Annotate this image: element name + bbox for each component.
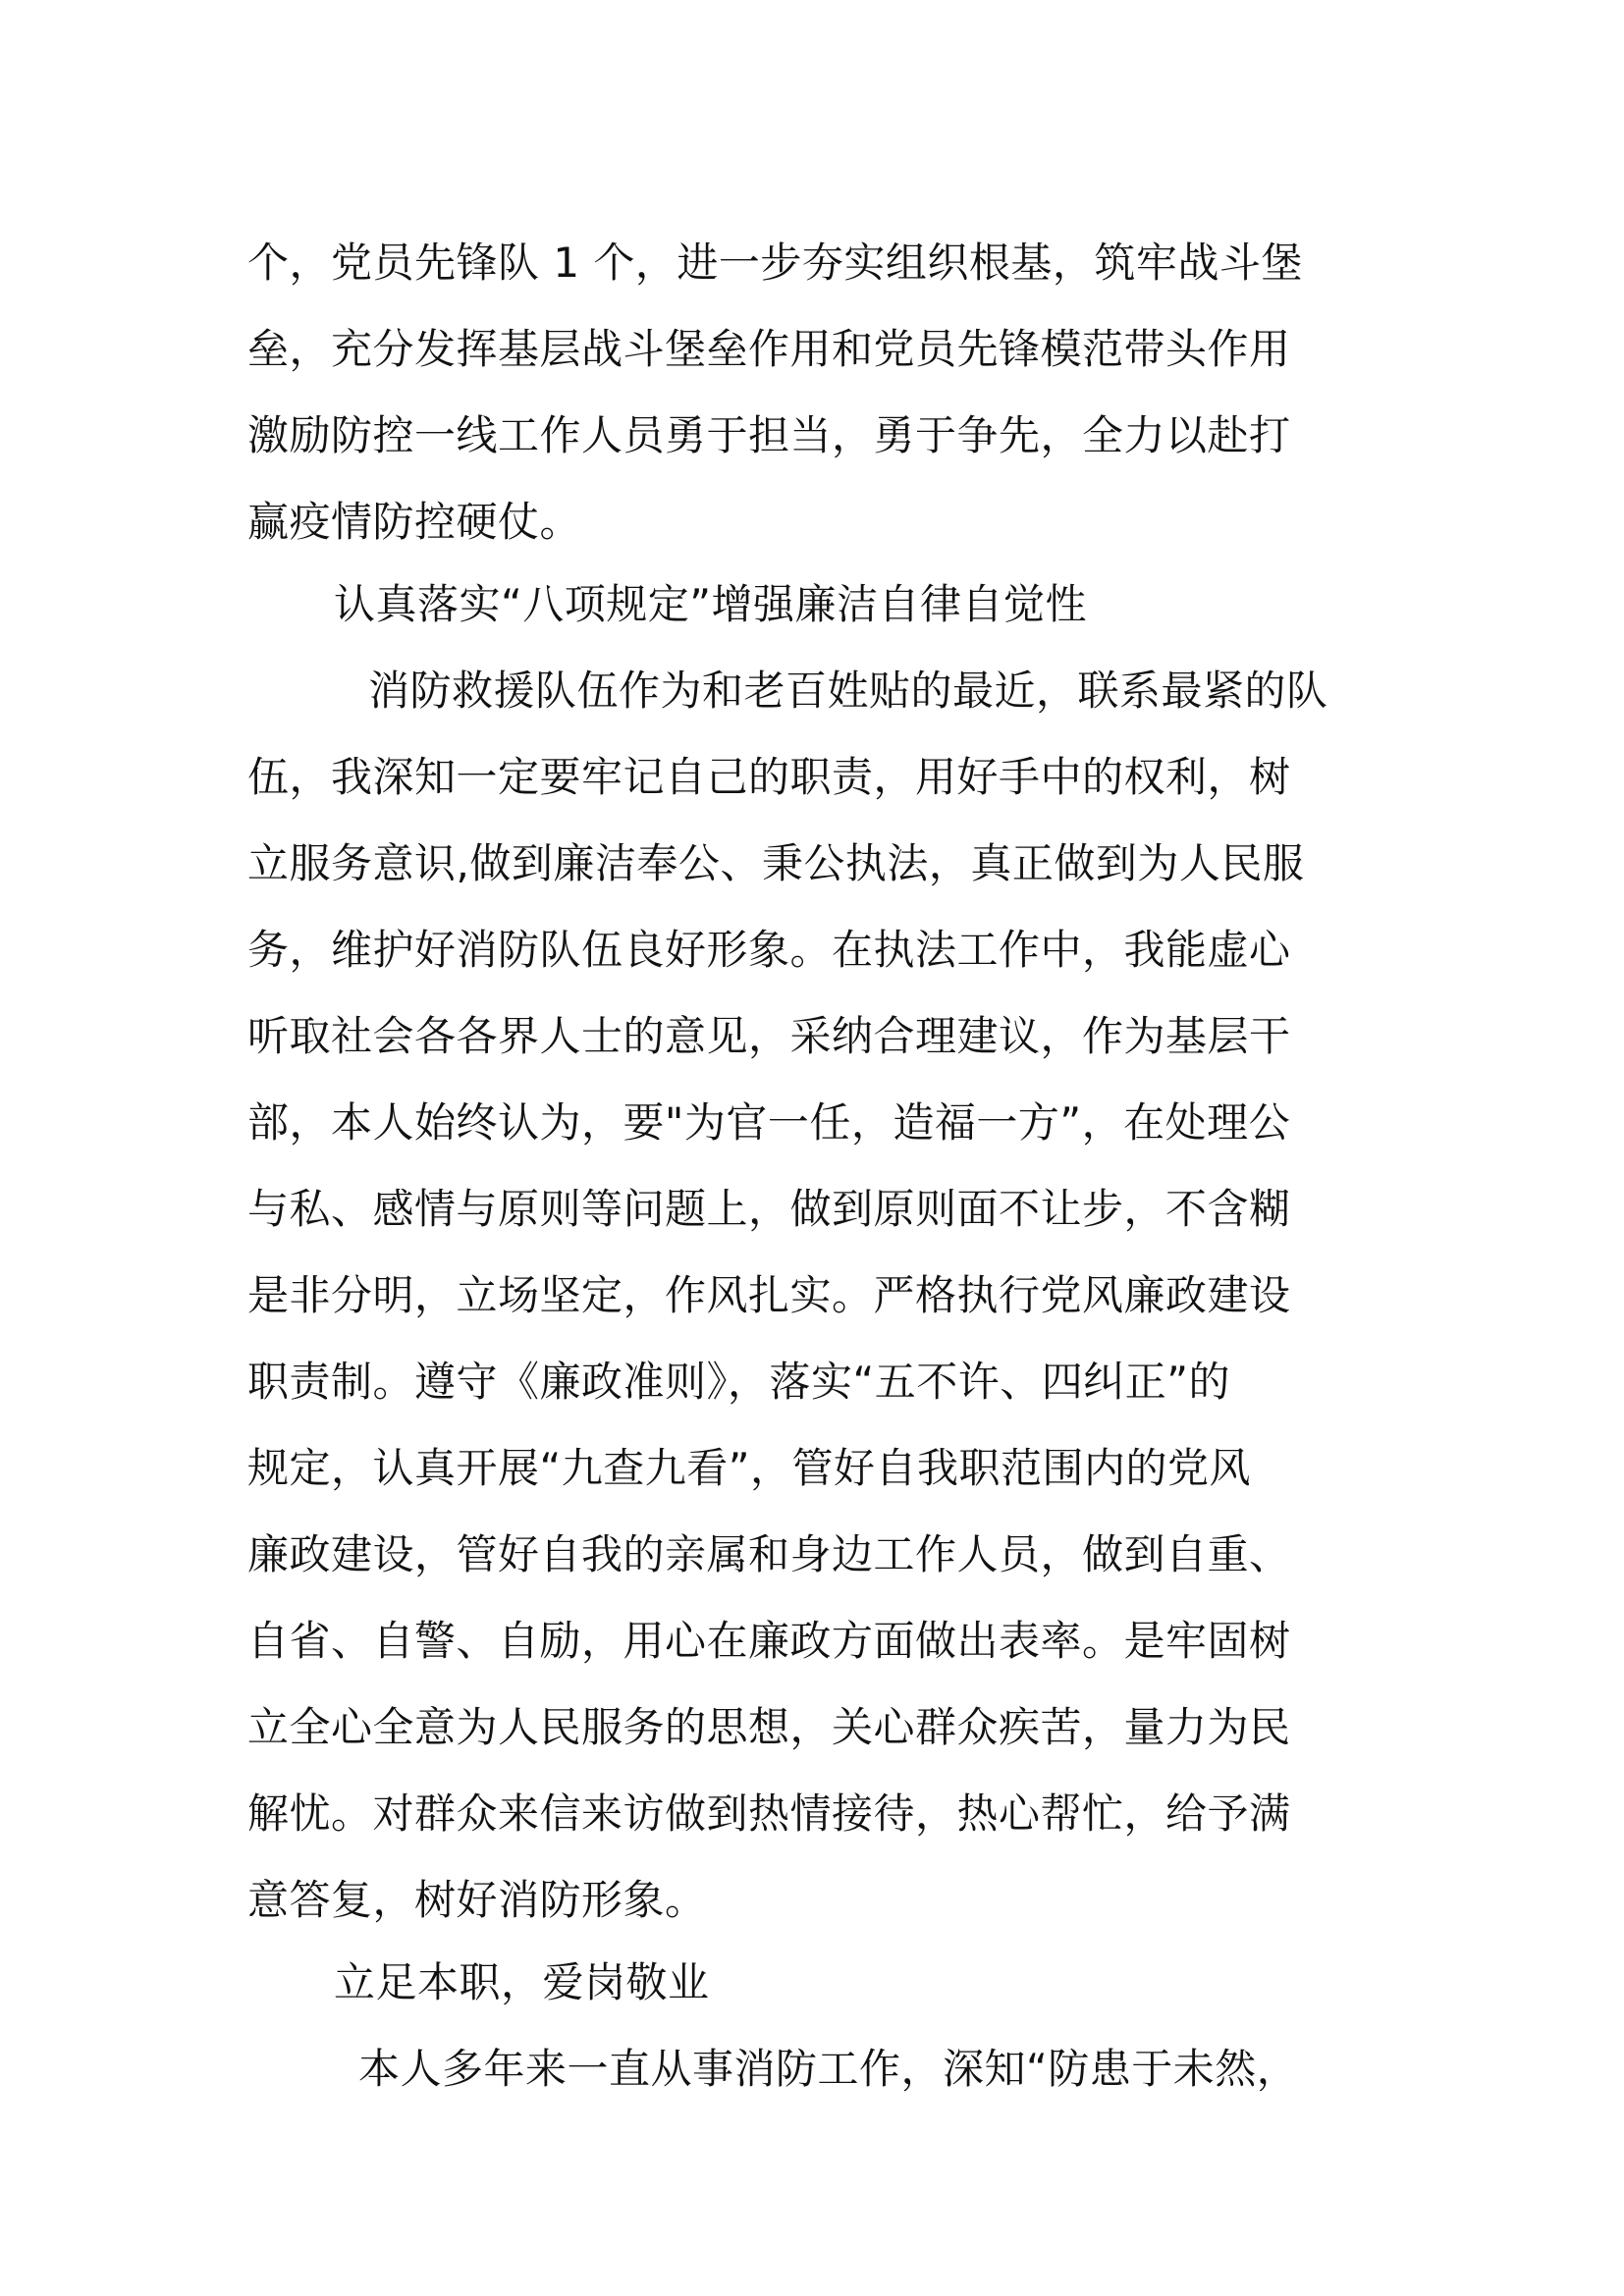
- paragraph-line: 自省、自警、自励，用心在廉政方面做出表率。是牢固树: [247, 1617, 1291, 1665]
- paragraph-line: 部，本人始终认为，要"为官一任，造福一方”，在处理公: [247, 1098, 1291, 1147]
- paragraph-line: 赢疫情防控硬仗。: [247, 498, 582, 546]
- paragraph-line: 职责制。遵守《廉政准则》，落实“五不许、四纠正”的: [247, 1358, 1231, 1406]
- paragraph-line: 立全心全意为人民服务的思想，关心群众疾苦，量力为民: [247, 1703, 1291, 1751]
- paragraph-line: 规定，认真开展“九查九看”，管好自我职范围内的党风: [247, 1444, 1252, 1492]
- paragraph-line: 消防救援队伍作为和老百姓贴的最近，联系最紧的队: [368, 667, 1328, 715]
- paragraph-line: 立服务意识,做到廉洁奉公、秉公执法，真正做到为人民服: [247, 839, 1305, 887]
- paragraph-line: 个，党员先锋队 1 个，进一步夯实组织根基，筑牢战斗堡: [247, 239, 1303, 287]
- paragraph-line: 本人多年来一直从事消防工作，深知“防患于未然，: [358, 2045, 1299, 2093]
- paragraph-line: 意答复，树好消防形象。: [247, 1876, 707, 1924]
- paragraph-line: 解忧。对群众来信来访做到热情接待，热心帮忙，给予满: [247, 1789, 1291, 1838]
- section-heading: 认真落实“八项规定”增强廉洁自律自觉性: [334, 580, 1088, 628]
- paragraph-line: 务，维护好消防队伍良好形象。在执法工作中，我能虚心: [247, 926, 1291, 974]
- paragraph-line: 垒，充分发挥基层战斗堡垒作用和党员先锋模范带头作用: [247, 325, 1291, 373]
- paragraph-line: 伍，我深知一定要牢记自己的职责，用好手中的权利，树: [247, 753, 1291, 801]
- paragraph-line: 是非分明，立场坚定，作风扎实。严格执行党风廉政建设: [247, 1271, 1291, 1319]
- paragraph-line: 廉政建设，管好自我的亲属和身边工作人员，做到自重、: [247, 1530, 1291, 1578]
- paragraph-line: 与私、感情与原则等问题上，做到原则面不让步，不含糊: [247, 1185, 1291, 1233]
- section-heading: 立足本职，爱岗敬业: [334, 1958, 710, 2006]
- paragraph-line: 听取社会各各界人士的意见，采纳合理建议，作为基层干: [247, 1012, 1291, 1060]
- paragraph-line: 激励防控一线工作人员勇于担当，勇于争先，全力以赴打: [247, 411, 1291, 459]
